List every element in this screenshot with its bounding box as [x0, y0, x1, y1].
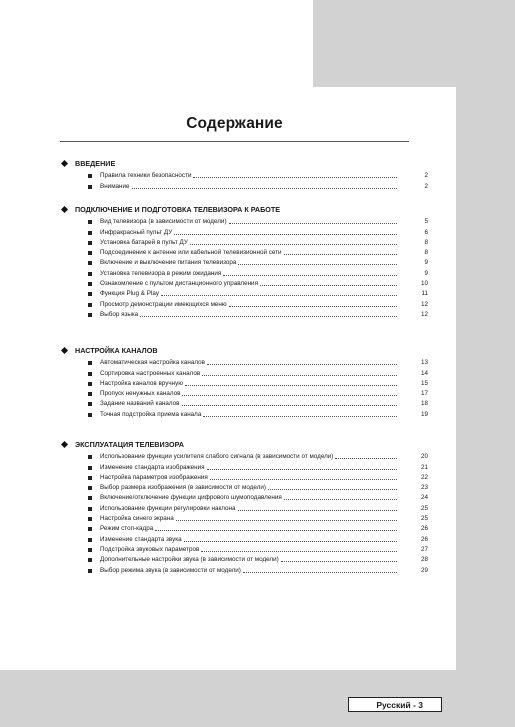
- square-bullet-icon: [88, 558, 92, 562]
- dot-leader: [161, 295, 397, 296]
- square-bullet-icon: [88, 185, 92, 189]
- dot-leader: [190, 244, 397, 245]
- toc-entry-text: Установка телевизора в режим ожидания: [100, 269, 222, 277]
- section-heading: [60, 202, 420, 216]
- toc-section: [60, 343, 428, 419]
- toc-entry-text: Дополнительные настройки звука (в зависимости от модели): [100, 556, 279, 564]
- toc-entry: [88, 237, 428, 247]
- right-margin-strip: [456, 87, 515, 670]
- toc-entry: [88, 544, 428, 554]
- square-bullet-icon: [88, 507, 92, 511]
- dot-leader: [132, 188, 397, 189]
- toc-entry: [88, 309, 428, 319]
- toc-entry-text: Настройка синего экрана: [100, 515, 174, 523]
- toc-page-number: 23: [420, 484, 428, 492]
- toc-page-number: 9: [424, 259, 428, 267]
- toc-page-number: 13: [420, 359, 428, 367]
- square-bullet-icon: [88, 241, 92, 245]
- toc-page-number: 11: [421, 290, 428, 298]
- toc-page-number: 18: [420, 400, 428, 408]
- toc-page-number: 20: [420, 453, 428, 461]
- toc-entry-text: Правила техники безопасности: [100, 172, 192, 180]
- toc-entry-text: Выбор размера изображения (в зависимости от модели): [100, 484, 266, 492]
- toc-entry: [88, 564, 428, 574]
- square-bullet-icon: [88, 361, 92, 365]
- toc-entry-text: Изменение стандарта звука: [100, 535, 182, 543]
- toc-entry-text: Использование функции усилителя слабого сигнала (в зависимости от модели): [100, 453, 334, 461]
- diamond-bullet-icon: [61, 159, 68, 166]
- square-bullet-icon: [88, 466, 92, 470]
- toc-page-number: 26: [420, 525, 428, 533]
- dot-leader: [284, 254, 397, 255]
- dot-leader: [243, 572, 397, 573]
- toc-entry: [88, 482, 428, 492]
- toc-page-number: 12: [420, 310, 428, 318]
- dot-leader: [281, 561, 397, 562]
- toc-page-number: 14: [420, 369, 428, 377]
- toc-entry-text: Вид телевизора (в зависимости от модели): [100, 218, 227, 226]
- dot-leader: [176, 520, 397, 521]
- toc-entry: [88, 288, 428, 298]
- section-heading: [60, 156, 420, 170]
- square-bullet-icon: [88, 231, 92, 235]
- toc-entry: [88, 408, 428, 418]
- dot-leader: [223, 275, 397, 276]
- toc-page-number: 28: [420, 556, 428, 564]
- dot-leader: [185, 385, 397, 386]
- dot-leader: [182, 395, 397, 396]
- dot-leader: [210, 479, 397, 480]
- dot-leader: [284, 499, 397, 500]
- square-bullet-icon: [88, 527, 92, 531]
- dot-leader: [203, 416, 397, 417]
- toc-page-number: 8: [424, 249, 428, 257]
- toc-section: [60, 437, 428, 575]
- toc-entry-text: Режим стоп-кадра: [100, 525, 154, 533]
- toc-entry-text: Подсоединение к антенне или кабельной телевизионной сети: [100, 249, 282, 257]
- toc-page-number: 2: [424, 172, 428, 180]
- toc-page-number: 15: [420, 379, 428, 387]
- dot-leader: [202, 375, 397, 376]
- toc-entry: [88, 357, 428, 367]
- square-bullet-icon: [88, 496, 92, 500]
- toc-entry: [88, 502, 428, 512]
- toc-entry-text: Подстройка звуковых параметров: [100, 545, 200, 553]
- dot-leader: [193, 177, 397, 178]
- square-bullet-icon: [88, 272, 92, 276]
- toc-entry-text: Внимание: [100, 182, 130, 190]
- toc-entry: [88, 247, 428, 257]
- toc-entry: [88, 180, 428, 190]
- square-bullet-icon: [88, 174, 92, 178]
- toc-entry: [88, 170, 428, 180]
- toc-entry-text: Точная подстройка приема канала: [100, 410, 202, 418]
- toc-entry: [88, 533, 428, 543]
- toc-page-number: 8: [424, 238, 428, 246]
- square-bullet-icon: [88, 517, 92, 521]
- toc-entry: [88, 451, 428, 461]
- square-bullet-icon: [88, 392, 92, 396]
- toc-entry: [88, 378, 428, 388]
- section-heading-text: ЭКСПЛУАТАЦИЯ ТЕЛЕВИЗОРА: [75, 439, 185, 449]
- square-bullet-icon: [88, 282, 92, 286]
- dot-leader: [184, 541, 397, 542]
- square-bullet-icon: [88, 548, 92, 552]
- dot-leader: [207, 364, 397, 365]
- toc-entry-text: Изменение стандарта изображения: [100, 463, 205, 471]
- toc-page-number: 12: [420, 300, 428, 308]
- toc-entry: [88, 267, 428, 277]
- toc-entry-text: Настройка параметров изображения: [100, 473, 208, 481]
- diamond-bullet-icon: [61, 440, 68, 447]
- dot-leader: [174, 234, 397, 235]
- toc-entry-text: Включение/отключение функции цифрового шумоподавления: [100, 494, 282, 502]
- dot-leader: [207, 469, 397, 470]
- square-bullet-icon: [88, 455, 92, 459]
- section-heading: [60, 437, 420, 451]
- toc-entry-text: Сортировка настроенных каналов: [100, 369, 201, 377]
- toc-entry-text: Установка батарей в пульт ДУ: [100, 238, 188, 246]
- dot-leader: [182, 405, 397, 406]
- toc-page-number: 25: [420, 504, 428, 512]
- dot-leader: [155, 530, 397, 531]
- toc-page-number: 29: [420, 566, 428, 574]
- toc-page-number: 17: [420, 390, 428, 398]
- toc-page-number: 19: [420, 410, 428, 418]
- page-number-label: Русский - 3: [348, 697, 442, 712]
- square-bullet-icon: [88, 538, 92, 542]
- toc-entry-text: Автоматическая настройка каналов: [100, 359, 205, 367]
- toc-entry: [88, 226, 428, 236]
- square-bullet-icon: [88, 313, 92, 317]
- toc-entry-text: Выбор режима звука (в зависимости от модели): [100, 566, 241, 574]
- toc-page-number: 2: [424, 182, 428, 190]
- toc-entry: [88, 492, 428, 502]
- toc-entry-text: Ознакомление с пультом дистанционного управления: [100, 280, 258, 288]
- toc-page-number: 21: [420, 463, 428, 471]
- toc-section: [60, 202, 428, 319]
- toc-entry-text: Пропуск ненужных каналов: [100, 390, 181, 398]
- toc-entry-text: Просмотр демонстрации имеющихся меню: [100, 300, 227, 308]
- toc-entry-text: Включение и выключение питания телевизора: [100, 259, 237, 267]
- dot-leader: [238, 264, 397, 265]
- square-bullet-icon: [88, 413, 92, 417]
- square-bullet-icon: [88, 402, 92, 406]
- square-bullet-icon: [88, 569, 92, 573]
- toc-page-number: 27: [420, 545, 428, 553]
- toc-entry: [88, 257, 428, 267]
- square-bullet-icon: [88, 292, 92, 296]
- toc-entry: [88, 472, 428, 482]
- corner-tab: [313, 0, 515, 87]
- page-title: Содержание: [186, 115, 283, 132]
- toc-entry: [88, 216, 428, 226]
- section-heading-text: ПОДКЛЮЧЕНИЕ И ПОДГОТОВКА ТЕЛЕВИЗОРА К РАБОТЕ: [75, 204, 281, 214]
- toc-entry: [88, 461, 428, 471]
- toc-page-number: 5: [424, 218, 428, 226]
- square-bullet-icon: [88, 251, 92, 255]
- toc-section: [60, 156, 428, 191]
- toc-entry: [88, 523, 428, 533]
- diamond-bullet-icon: [61, 205, 68, 212]
- toc-page-number: 25: [420, 515, 428, 523]
- dot-leader: [335, 458, 397, 459]
- toc-entry-text: Использование функции регулировки наклона: [100, 504, 236, 512]
- toc-page-number: 10: [420, 280, 428, 288]
- toc-entry-text: Функция Plug & Play: [100, 290, 160, 298]
- toc-entry: [88, 278, 428, 288]
- dot-leader: [229, 306, 397, 307]
- section-heading-text: НАСТРОЙКА КАНАЛОВ: [75, 345, 158, 355]
- square-bullet-icon: [88, 476, 92, 480]
- dot-leader: [238, 510, 397, 511]
- toc-page-number: 24: [420, 494, 428, 502]
- dot-leader: [260, 285, 397, 286]
- square-bullet-icon: [88, 486, 92, 490]
- square-bullet-icon: [88, 303, 92, 307]
- toc-entry: [88, 554, 428, 564]
- toc-page-number: 6: [424, 228, 428, 236]
- toc-page-number: 9: [424, 269, 428, 277]
- toc-entry: [88, 513, 428, 523]
- toc-entry-text: Задание названий каналов: [100, 400, 180, 408]
- dot-leader: [140, 316, 397, 317]
- toc-entry: [88, 298, 428, 308]
- square-bullet-icon: [88, 382, 92, 386]
- dot-leader: [201, 551, 397, 552]
- dot-leader: [268, 489, 397, 490]
- square-bullet-icon: [88, 372, 92, 376]
- dot-leader: [229, 223, 397, 224]
- square-bullet-icon: [88, 261, 92, 265]
- toc-entry-text: Выбор языка: [100, 310, 139, 318]
- toc-entry-text: Инфракрасный пульт ДУ: [100, 228, 173, 236]
- title-divider: [60, 141, 409, 142]
- toc-entry: [88, 388, 428, 398]
- toc-page-number: 26: [420, 535, 428, 543]
- toc-entry: [88, 398, 428, 408]
- section-heading: [60, 343, 420, 357]
- section-heading-text: ВВЕДЕНИЕ: [75, 158, 116, 168]
- toc-entry: [88, 367, 428, 377]
- toc-page-number: 22: [420, 473, 428, 481]
- toc-entry-text: Настройка каналов вручную: [100, 379, 184, 387]
- diamond-bullet-icon: [61, 346, 68, 353]
- square-bullet-icon: [88, 220, 92, 224]
